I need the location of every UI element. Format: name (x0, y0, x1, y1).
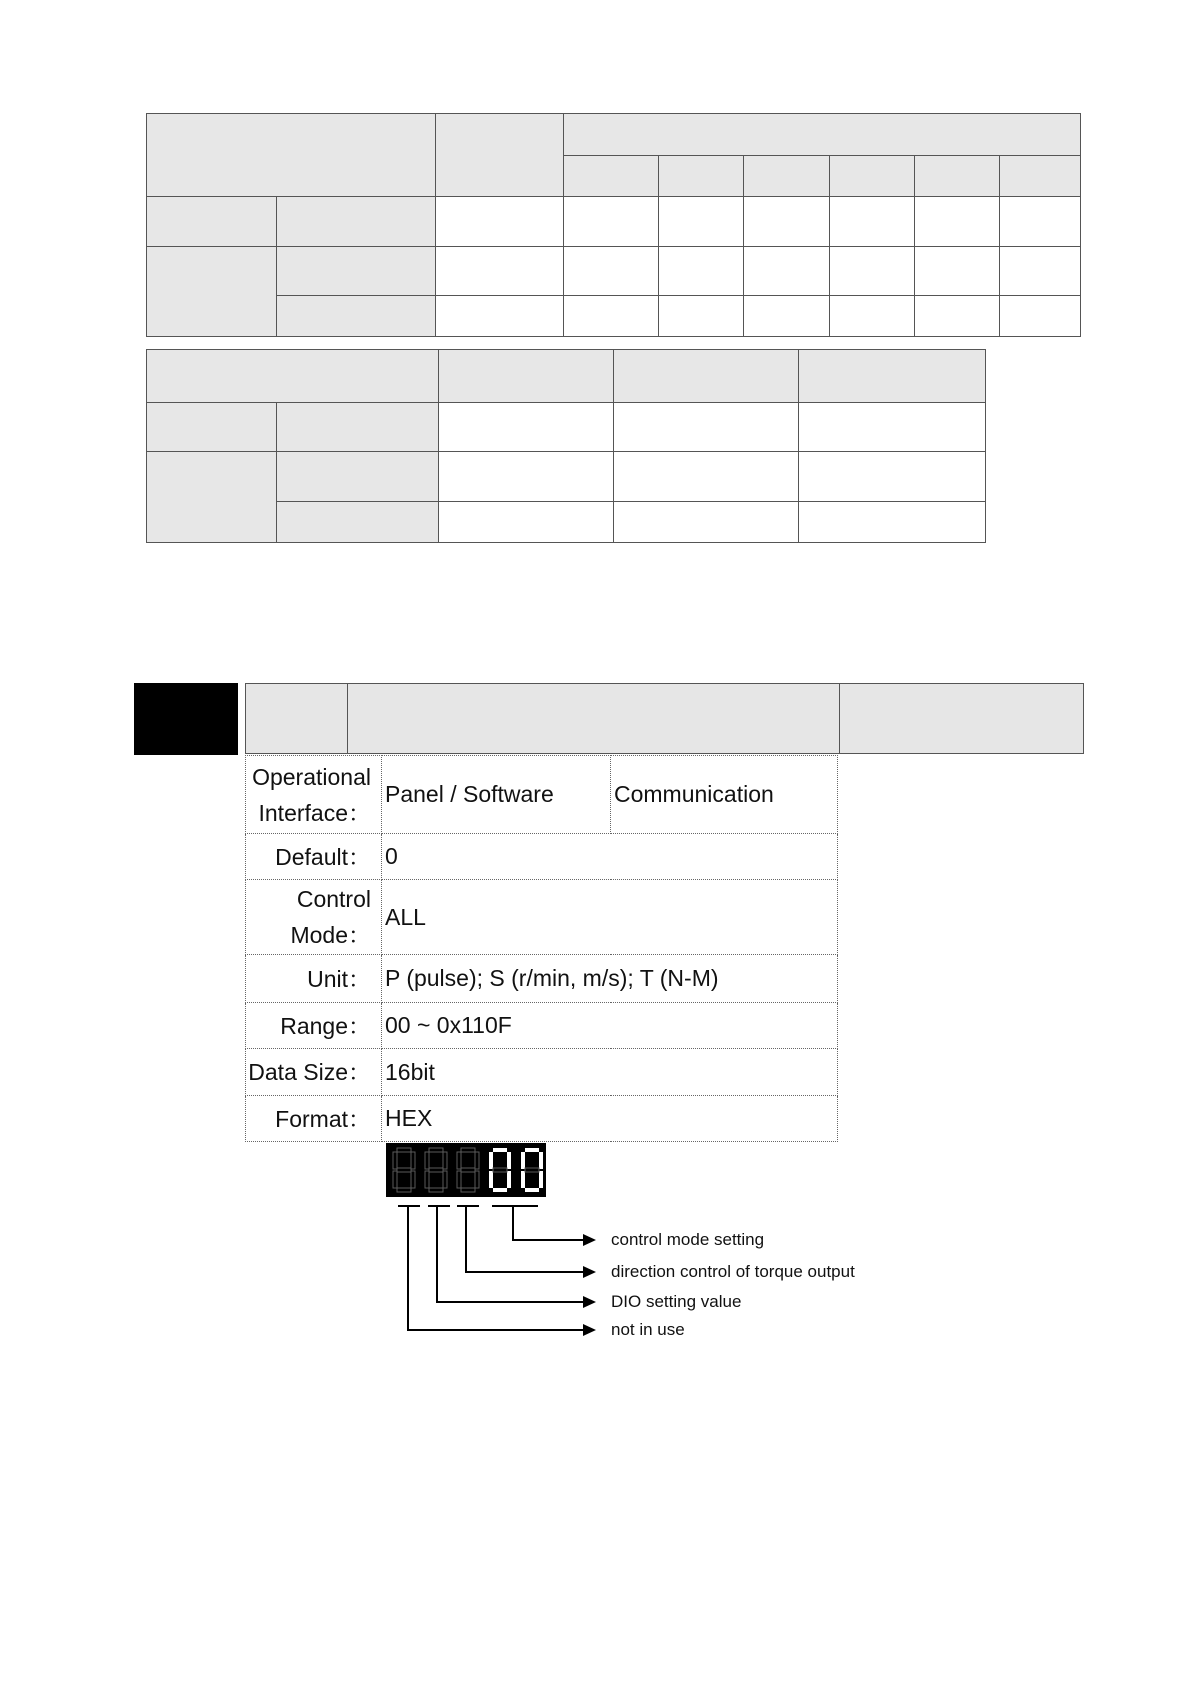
table1-header-cell (436, 114, 564, 197)
default-value: 0 (382, 834, 838, 880)
interface-panel-software: Panel / Software (382, 756, 611, 834)
segment (443, 1152, 447, 1169)
arrow-head (583, 1324, 596, 1336)
table1-subheader-cell (744, 156, 830, 197)
segment (397, 1148, 411, 1152)
segment (393, 1152, 397, 1169)
segment (507, 1171, 511, 1188)
segment (429, 1148, 443, 1152)
segment (489, 1152, 493, 1169)
format-value: HEX (382, 1096, 838, 1142)
arrow-head (583, 1266, 596, 1278)
segment (525, 1188, 539, 1192)
segment (521, 1152, 525, 1169)
table1-subheader-cell (830, 156, 915, 197)
segment (489, 1171, 493, 1188)
mode-table-2 (146, 349, 986, 543)
table1-row-label (277, 247, 436, 296)
label-control-mode-setting: control mode setting (611, 1230, 765, 1249)
segment (429, 1188, 443, 1192)
segment (457, 1152, 461, 1169)
segment (397, 1188, 411, 1192)
segment (425, 1171, 429, 1188)
data-size-value: 16bit (382, 1049, 838, 1096)
parameter-attributes-table (245, 755, 838, 1142)
leader-control-mode (513, 1206, 583, 1240)
segment (493, 1188, 507, 1192)
parameter-header-cell (348, 684, 840, 754)
segment (397, 1168, 411, 1172)
parameter-header-cell (840, 684, 1084, 754)
segment (425, 1152, 429, 1169)
table2-header-cell (439, 350, 614, 403)
table1-header-cell (147, 114, 436, 197)
format-label: Format： (246, 1096, 382, 1142)
table1-subheader-cell (564, 156, 659, 197)
seven-segment-digit (457, 1148, 479, 1192)
range-label: Range： (246, 1003, 382, 1049)
table1-subheader-cell (915, 156, 1000, 197)
parameter-id-block (134, 683, 238, 755)
arrow-head (583, 1296, 596, 1308)
table1-header-cell (564, 114, 1081, 156)
segment (507, 1152, 511, 1169)
table2-header-cell (614, 350, 799, 403)
operational-interface-label: Operational Interface： (246, 756, 382, 834)
leader-not-in-use (408, 1206, 583, 1330)
segment (539, 1171, 543, 1188)
table1-subheader-cell (659, 156, 744, 197)
seven-segment-digit (489, 1148, 511, 1192)
parameter-header (245, 683, 1084, 754)
table1-row-label (277, 197, 436, 247)
segment (461, 1188, 475, 1192)
table1-row-label (147, 247, 277, 337)
segment (493, 1168, 507, 1172)
range-value: 00 ~ 0x110F (382, 1003, 838, 1049)
parameter-header-cell (246, 684, 348, 754)
segment (475, 1171, 479, 1188)
default-label: Default： (246, 834, 382, 880)
control-mode-value: ALL (382, 880, 838, 955)
segment (539, 1152, 543, 1169)
unit-label: Unit： (246, 955, 382, 1003)
segment (525, 1148, 539, 1152)
label-not-in-use: not in use (611, 1320, 685, 1339)
label-torque-direction: direction control of torque output (611, 1262, 855, 1281)
mode-table-1 (146, 113, 1081, 337)
segment (493, 1148, 507, 1152)
segment (457, 1171, 461, 1188)
table2-header-cell (799, 350, 986, 403)
leader-torque-direction (466, 1206, 583, 1272)
table2-header-cell (147, 350, 439, 403)
table2-row-label (277, 502, 439, 543)
segment (411, 1171, 415, 1188)
segment (429, 1168, 443, 1172)
seven-segment-digit (521, 1148, 543, 1192)
segment (521, 1171, 525, 1188)
seven-segment-digits (386, 1143, 546, 1197)
unit-value: P (pulse); S (r/min, m/s); T (N-M) (382, 955, 838, 1003)
table2-row-label (277, 452, 439, 502)
table2-row-label (147, 452, 277, 543)
segment (411, 1152, 415, 1169)
segment (461, 1168, 475, 1172)
label-dio-setting: DIO setting value (611, 1292, 742, 1311)
seven-segment-digit (393, 1148, 415, 1192)
table1-row-label (277, 296, 436, 337)
table1-row-label (147, 197, 277, 247)
data-size-label: Data Size： (246, 1049, 382, 1096)
seven-segment-digit (425, 1148, 447, 1192)
segment (393, 1171, 397, 1188)
leader-dio (437, 1206, 583, 1302)
table2-row-label (147, 403, 277, 452)
table2-row-label (277, 403, 439, 452)
segment (525, 1168, 539, 1172)
table1-subheader-cell (1000, 156, 1081, 197)
control-mode-label: Control Mode： (246, 880, 382, 955)
seven-segment-display (386, 1143, 546, 1197)
segment (461, 1148, 475, 1152)
interface-communication: Communication (611, 756, 838, 834)
segment (475, 1152, 479, 1169)
segment (443, 1171, 447, 1188)
arrow-head (583, 1234, 596, 1246)
